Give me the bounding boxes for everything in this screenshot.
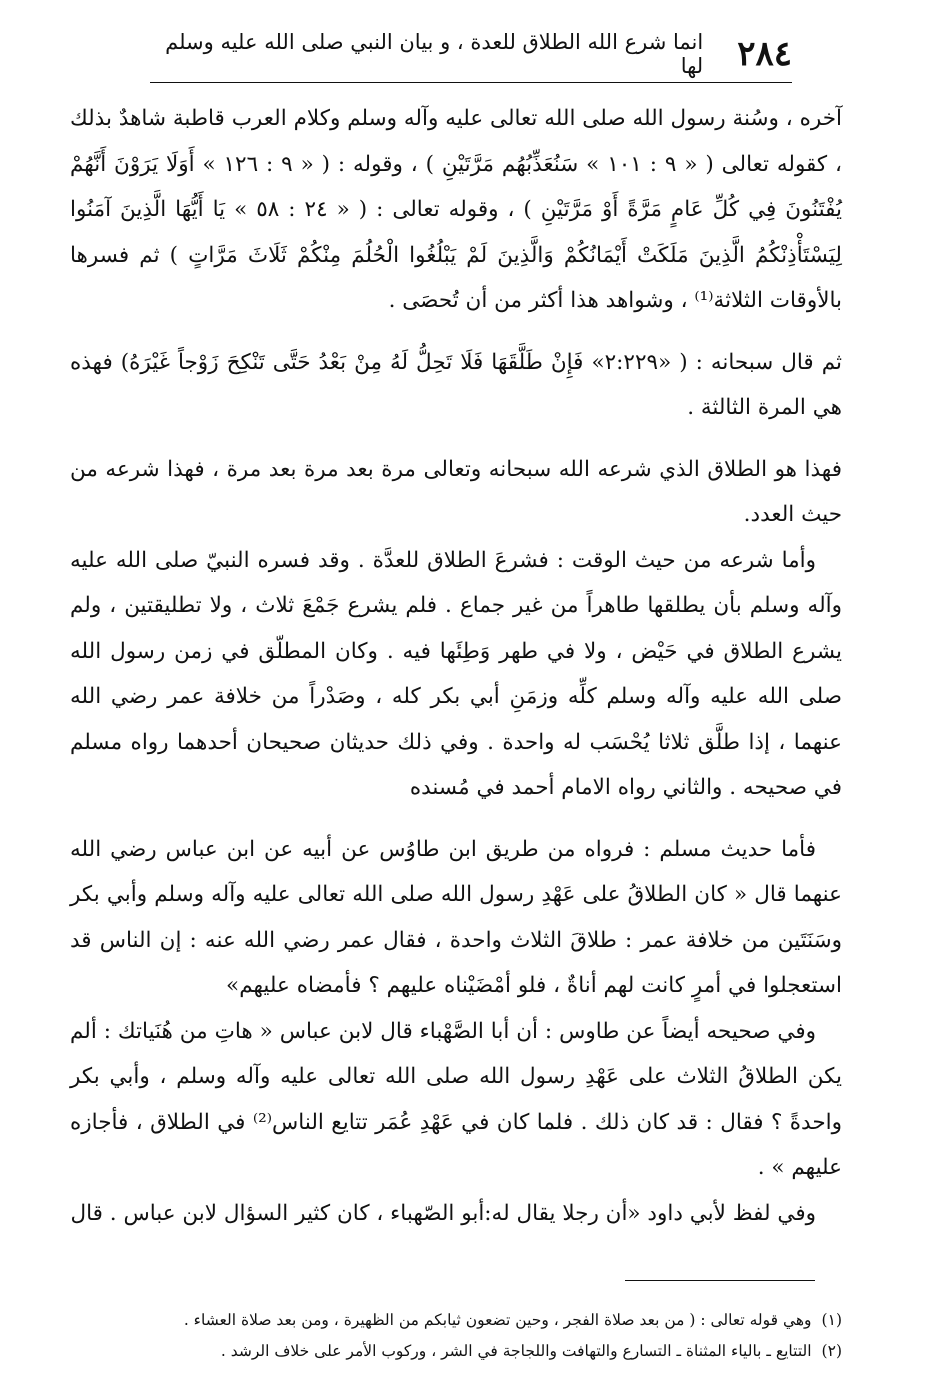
paragraph: ثم قال سبحانه : ( «٢:٢٢٩» فَإِنْ طَلَّقَهَا فَلَا تَحِلُّ لَهُ مِنْ بَعْدُ حَتَّى تَنْكِحَ زَوْجاً غَيْرَهُ) فهذه هي المرة الثالثة . xyxy=(70,349,842,420)
footnote-text: التتايع ـ بالياء المثناة ـ التسارع والتهافت واللجاجة في الشر ، وركوب الأمر على خلاف الرشد . xyxy=(220,1342,812,1360)
paragraph: وأما شرعه من حيث الوقت : فشرعَ الطلاق للعدَّة . وقد فسره النبيّ صلى الله عليه وآله وسلم بأن يطلقها طاهراً من غير جماع . فلم يشرع جَمْعَ ثلاث ، ولا تطليقتين ، ولم يشرع الطلاق في حَيْض ، ولا في طهر وَطِئَها فيه . وكان المطلّق في زمن رسول الله صلى الله عليه وآله وسلم كلِّه وزمَنِ أبي بكر كله ، وصَدْراً من خلافة عمر رضي الله عنهما ، إذا طلَّق ثلاثا يُحْسَب له واحدة . وفي ذلك حديثان صحيحان أحدهما رواه مسلم في صحيحه . والثاني رواه الامام أحمد في مُسنده xyxy=(70,547,842,800)
paragraph: فأما حديث مسلم : فرواه من طريق ابن طاوُس عن أبيه عن ابن عباس رضي الله عنهما قال « كان الطلاقُ على عَهْدِ رسول الله صلى الله تعالى عليه وآله وسلم وأبي بكر وسَنَتَين من خلافة عمر : طلاقَ الثلاث واحدة ، فقال عمر رضي الله عنه : إن الناس قد استعجلوا في أمرٍ كانت لهم أناةٌ ، فلو أمْضَيْناه عليهم ؟ فأمضاه عليهم» xyxy=(70,836,842,998)
page-header xyxy=(150,26,792,83)
footnote-divider xyxy=(625,1280,815,1281)
footnote xyxy=(70,1336,842,1367)
page-number: ٢٨٤ xyxy=(737,34,792,74)
footnote-text: وهي قوله تعالى : ( من بعد صلاة الفجر ، وحين تضعون ثيابكم من الظهيرة ، ومن بعد صلاة العشاء . xyxy=(183,1311,812,1329)
main-text xyxy=(70,96,842,1236)
footnotes xyxy=(70,1305,842,1367)
paragraph: وفي صحيحه أيضاً عن طاوس : أن أبا الصَّهْباء قال لابن عباس « هاتِ من هُنَياتك : ألم يكن الطلاقُ الثلاث على عَهْدِ رسول الله صلى الله تعالى عليه وآله وسلم ، وأبي بكر واحدةً ؟ فقال : قد كان ذلك . فلما كان في عَهْدِ عُمَر تتايع الناس⁽²⁾ في الطلاق ، فأجازه عليهم » . xyxy=(70,1018,842,1180)
footnote xyxy=(70,1305,842,1336)
footnote-marker: (١) xyxy=(821,1311,842,1329)
paragraph: آخره ، وسُنة رسول الله صلى الله تعالى عليه وآله وسلم وكلام العرب قاطبة شاهدٌ بذلك ، كقوله تعالى ( « ٩ : ١٠١ » سَنُعَذِّبُهُم مَرَّتَيْنِ ) ، وقوله : ( « ٩ : ١٢٦ » أَوَلَا يَرَوْنَ أَنَّهُمْ يُفْتَنُونَ فِي كُلِّ عَامٍ مَرَّةً أَوْ مَرَّتَيْنِ ) ، وقوله تعالى : ( « ٢٤ : ٥٨ » يَا أَيُّهَا الَّذِينَ آمَنُوا لِيَسْتَأْذِنْكُمُ الَّذِينَ مَلَكَتْ أَيْمَانُكُمْ وَالَّذِينَ لَمْ يَبْلُغُوا الْحُلُمَ مِنْكُمْ ثَلَاثَ مَرَّاتٍ ) ثم فسرها بالأوقات الثلاثة⁽¹⁾ ، وشواهد هذا أكثر من أن تُحصَى . xyxy=(70,106,842,313)
paragraph: وفي لفظ لأبي داود «أن رجلا يقال له:أبو الصّهباء ، كان كثير السؤال لابن عباس . قال xyxy=(70,1200,816,1226)
footnote-marker: (٢) xyxy=(821,1342,842,1360)
running-title: انما شرع الله الطلاق للعدة ، و بيان النبي صلى الله عليه وسلم لها xyxy=(165,30,704,78)
paragraph: فهذا هو الطلاق الذي شرعه الله سبحانه وتعالى مرة بعد مرة بعد مرة ، فهذا شرعه من حيث العدد. xyxy=(70,456,842,527)
